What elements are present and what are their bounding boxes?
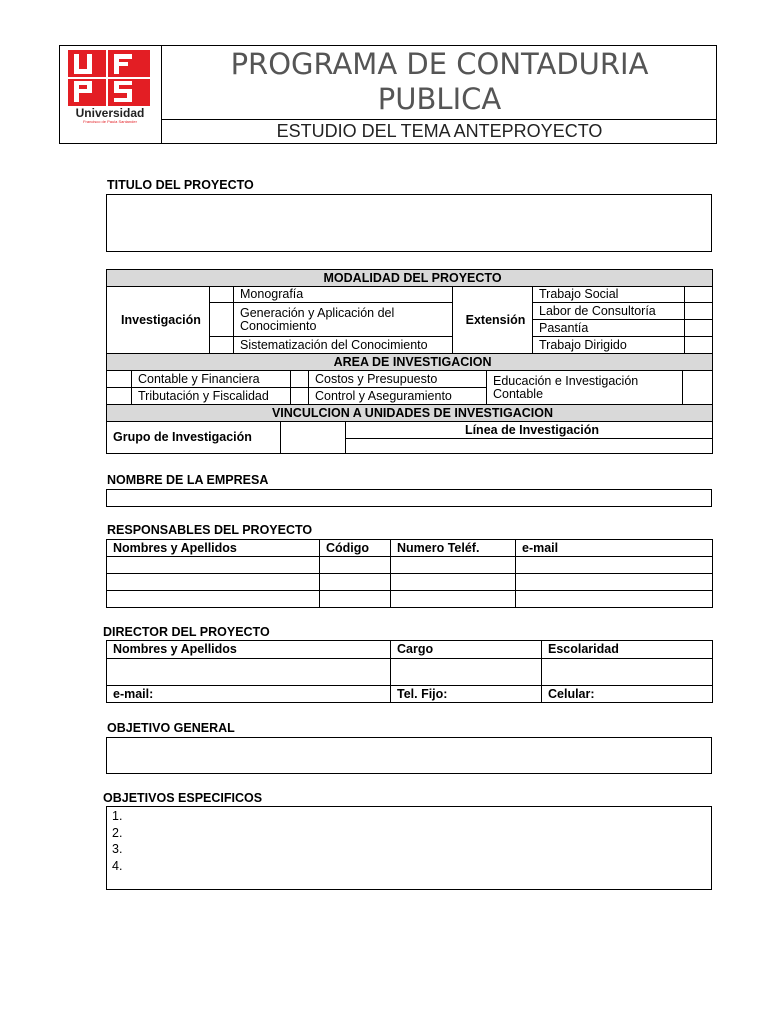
director-col-cargo: Cargo bbox=[391, 641, 542, 659]
option-educacion-investigacion: Educación e Investigación Contable bbox=[487, 371, 683, 405]
cell-input[interactable] bbox=[107, 591, 320, 608]
table-row bbox=[107, 557, 713, 574]
checkbox-pasantia[interactable] bbox=[685, 320, 713, 337]
cell-input[interactable] bbox=[320, 557, 391, 574]
cell-input[interactable] bbox=[107, 557, 320, 574]
director-celular-label[interactable]: Celular: bbox=[542, 686, 713, 703]
cell-input[interactable] bbox=[391, 557, 516, 574]
grupo-investigacion-label: Grupo de Investigación bbox=[107, 422, 281, 454]
option-monografia: Monografía bbox=[234, 287, 453, 303]
empresa-label: NOMBRE DE LA EMPRESA bbox=[107, 473, 269, 487]
checkbox-control-aseguramiento[interactable] bbox=[291, 388, 309, 405]
cell-input[interactable] bbox=[391, 591, 516, 608]
option-generacion: Generación y Aplicación del Conocimiento bbox=[234, 303, 453, 337]
logo-subtitle: Francisco de Paula Santander bbox=[83, 119, 137, 124]
titulo-field[interactable] bbox=[106, 194, 712, 252]
col-telefono: Numero Teléf. bbox=[391, 540, 516, 557]
director-table bbox=[106, 640, 713, 703]
form-subtitle: ESTUDIO DEL TEMA ANTEPROYECTO bbox=[276, 121, 603, 141]
director-tel-label[interactable]: Tel. Fijo: bbox=[391, 686, 542, 703]
option-contable-financiera: Contable y Financiera bbox=[132, 371, 291, 388]
cell-input[interactable] bbox=[516, 574, 713, 591]
list-item: 2. bbox=[112, 825, 123, 840]
extension-label: Extensión bbox=[453, 287, 533, 354]
table-row bbox=[107, 574, 713, 591]
cell-input[interactable] bbox=[516, 557, 713, 574]
table-row bbox=[107, 659, 713, 686]
checkbox-trabajo-dirigido[interactable] bbox=[685, 337, 713, 354]
responsables-label: RESPONSABLES DEL PROYECTO bbox=[107, 523, 313, 537]
empresa-field[interactable] bbox=[106, 489, 712, 507]
checkbox-contable-financiera[interactable] bbox=[107, 371, 132, 388]
area-header: AREA DE INVESTIGACION bbox=[107, 354, 713, 371]
option-tributacion: Tributación y Fiscalidad bbox=[132, 388, 291, 405]
cell-input[interactable] bbox=[320, 591, 391, 608]
checkbox-educacion-investigacion[interactable] bbox=[683, 371, 713, 405]
cell-input[interactable] bbox=[391, 574, 516, 591]
ufps-logo bbox=[66, 50, 154, 126]
cell-input[interactable] bbox=[107, 574, 320, 591]
modalidad-header: MODALIDAD DEL PROYECTO bbox=[107, 270, 713, 287]
checkbox-trabajo-social[interactable] bbox=[685, 287, 713, 303]
list-item: 1. bbox=[112, 809, 123, 823]
option-control-aseguramiento: Control y Aseguramiento bbox=[309, 388, 487, 405]
objetivos-especificos-field[interactable] bbox=[106, 806, 712, 890]
linea-investigacion-label: Línea de Investigación bbox=[346, 422, 713, 439]
investigacion-label: Investigación bbox=[107, 287, 210, 354]
option-labor-consultoria: Labor de Consultoría bbox=[533, 303, 685, 320]
checkbox-costos-presupuesto[interactable] bbox=[291, 371, 309, 388]
checkbox-monografia[interactable] bbox=[210, 287, 234, 303]
objetivo-general-label: OBJETIVO GENERAL bbox=[107, 721, 235, 735]
director-col-nombres: Nombres y Apellidos bbox=[107, 641, 391, 659]
objetivos-especificos-label: OBJETIVOS ESPECIFICOS bbox=[103, 791, 263, 805]
titulo-label: TITULO DEL PROYECTO bbox=[107, 178, 254, 192]
director-col-escolaridad: Escolaridad bbox=[542, 641, 713, 659]
col-email: e-mail bbox=[516, 540, 713, 557]
director-email-label[interactable]: e-mail: bbox=[107, 686, 391, 703]
program-title-line2: PUBLICA bbox=[377, 82, 502, 116]
cell-input[interactable] bbox=[391, 659, 542, 686]
grupo-investigacion-field[interactable] bbox=[281, 422, 346, 454]
cell-input[interactable] bbox=[107, 659, 391, 686]
logo-name: Universidad bbox=[75, 106, 145, 120]
list-item: 4. bbox=[112, 858, 123, 873]
list-item: 3. bbox=[112, 842, 123, 856]
checkbox-sistematizacion[interactable] bbox=[210, 337, 234, 354]
header-divider-horizontal bbox=[161, 119, 717, 120]
option-pasantia: Pasantía bbox=[533, 320, 685, 337]
col-codigo: Código bbox=[320, 540, 391, 557]
option-trabajo-social: Trabajo Social bbox=[533, 287, 685, 303]
checkbox-tributacion[interactable] bbox=[107, 388, 132, 405]
checkbox-labor-consultoria[interactable] bbox=[685, 303, 713, 320]
vinculacion-header: VINCULCION A UNIDADES DE INVESTIGACION bbox=[107, 405, 713, 422]
cell-input[interactable] bbox=[516, 591, 713, 608]
table-row bbox=[107, 591, 713, 608]
col-nombres: Nombres y Apellidos bbox=[107, 540, 320, 557]
option-sistematizacion: Sistematización del Conocimiento bbox=[234, 337, 453, 354]
cell-input[interactable] bbox=[542, 659, 713, 686]
responsables-table bbox=[106, 539, 713, 608]
linea-investigacion-field[interactable] bbox=[346, 439, 713, 454]
director-label: DIRECTOR DEL PROYECTO bbox=[103, 625, 270, 639]
vinculacion-table bbox=[106, 404, 713, 454]
option-costos-presupuesto: Costos y Presupuesto bbox=[309, 371, 487, 388]
program-title-line1: PROGRAMA DE CONTADURIA bbox=[230, 47, 649, 81]
checkbox-generacion[interactable] bbox=[210, 303, 234, 337]
cell-input[interactable] bbox=[320, 574, 391, 591]
modalidad-table bbox=[106, 269, 713, 354]
objetivo-general-field[interactable] bbox=[106, 737, 712, 774]
option-trabajo-dirigido: Trabajo Dirigido bbox=[533, 337, 685, 354]
area-table bbox=[106, 353, 713, 405]
